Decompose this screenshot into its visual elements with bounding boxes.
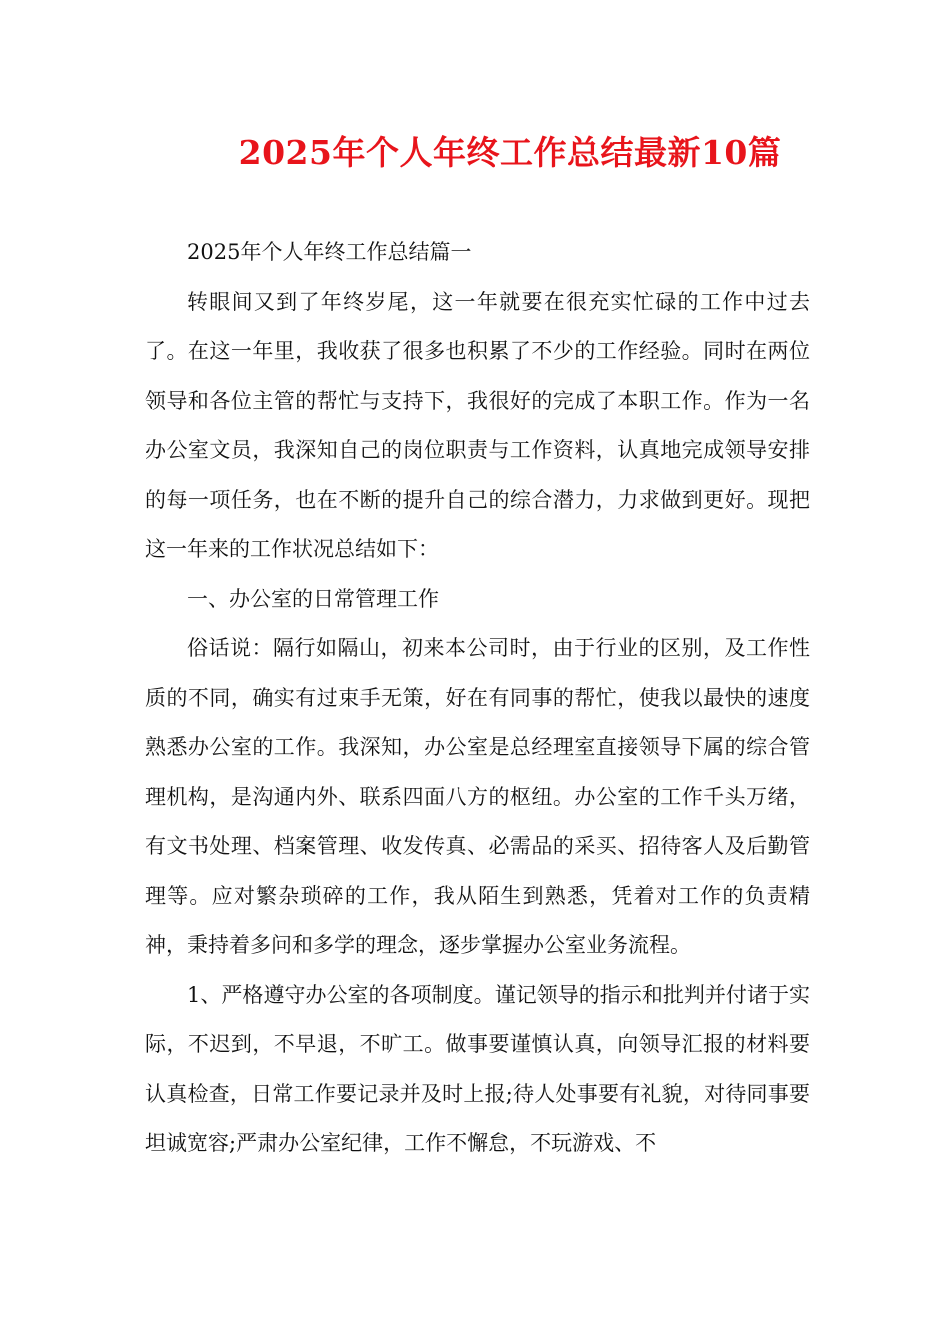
section-heading-part-one: 2025年个人年终工作总结篇一 — [187, 240, 472, 264]
paragraph-item-1: 1、严格遵守办公室的各项制度。谨记领导的指示和批判并付诸于实际，不迟到，不早退，不旷工。做事要谨慎认真，向领导汇报的材料要认真检查，日常工作要记录并及时上报;待人处事要有礼貌，对待同事要坦诚宽容;严肃办公室纪律，工作不懈怠，不玩游戏、不 — [145, 982, 810, 1155]
paragraph-office-work: 俗话说：隔行如隔山，初来本公司时，由于行业的区别，及工作性质的不同，确实有过束手无策，好在有同事的帮忙，使我以最快的速度熟悉办公室的工作。我深知，办公室是总经理室直接领导下属的综合管理机构，是沟通内外、联系四面八方的枢纽。办公室的工作千头万绪，有文书处理、档案管理、收发传真、必需品的采买、招待客人及后勤管理等。应对繁杂琐碎的工作，我从陌生到熟悉，凭着对工作的负责精神，秉持着多问和多学的理念，逐步掌握办公室业务流程。 — [145, 636, 810, 957]
document-body — [145, 228, 810, 1169]
section-heading-office-management: 一、办公室的日常管理工作 — [187, 586, 439, 611]
paragraph-intro: 转眼间又到了年终岁尾，这一年就要在很充实忙碌的工作中过去了。在这一年里，我收获了很多也积累了不少的工作经验。同时在两位领导和各位主管的帮忙与支持下，我很好的完成了本职工作。作为一名办公室文员，我深知自己的岗位职责与工作资料，认真地完成领导安排的每一项任务，也在不断的提升自己的综合潜力，力求做到更好。现把这一年来的工作状况总结如下： — [145, 289, 810, 561]
document-title: 2025年个人年终工作总结最新10篇 — [238, 133, 782, 172]
